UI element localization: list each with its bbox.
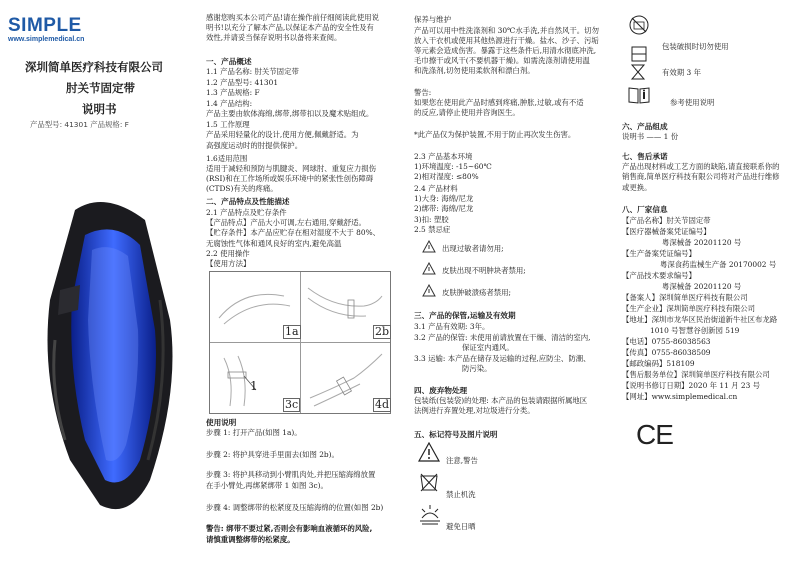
spec-scope-text-1: 适用于减轻和预防与肌腱炎、网球肘、重复应力损伤 [206, 164, 376, 173]
transport-line-1: 3.3 运输: 本产品在储存及运输的过程,应防尘、防潮、 [414, 354, 591, 363]
usage-heading: 使用说明 [206, 418, 237, 427]
info-tech-label: 【产品技术要求编号】 [622, 271, 696, 280]
warning-line-1: 警告: 绑带不要过紧,否则会有影响血液循环的风险, [206, 524, 373, 533]
ce-mark: CE [636, 419, 673, 450]
info-production-label: 【生产备案凭证编号】 [622, 249, 696, 258]
disposal-line-1: 包装纸(包装袋)的处理: 本产品的包装请跟据所属地区 [414, 396, 588, 405]
warning-heading: 警告: [414, 88, 432, 97]
no-machine-wash-icon [418, 470, 440, 492]
symbol-expiry-label: 有效期 3 年 [662, 68, 701, 77]
warning-triangle-icon [422, 240, 436, 253]
environment-heading: 2.3 产品基本环境 [414, 152, 473, 161]
info-producer: 【生产企业】深圳简单医疗科技有限公司 [622, 304, 756, 313]
spec-structure: 1.4 产品结构: [206, 99, 253, 108]
brand-url: www.simplemedical.cn [8, 36, 85, 43]
step-3-line-2: 在手小臂处,再绑紧绑带 1 如图 3c)。 [206, 481, 328, 490]
model-line: 产品型号: 41301 产品规格: F [30, 120, 129, 129]
package-icon [630, 45, 648, 63]
spec-model: 1.2 产品型号: 41301 [206, 78, 279, 87]
environment-humidity: 2)相对湿度: ≤80% [414, 172, 479, 181]
spec-size: 1.3 产品规格: F [206, 88, 260, 97]
info-fax: 【传真】0755-86038509 [622, 348, 711, 357]
care-line-4: 毛巾擦干或风干(不要机器干燥)。如需洗涤剂请使用温 [414, 56, 590, 65]
cover-column [0, 0, 200, 571]
info-phone: 【电话】0755-86038563 [622, 337, 711, 346]
section-symbols: 五、标记符号及图片说明 [414, 430, 498, 439]
instructions-book-icon [628, 86, 650, 104]
step-4: 步骤 4: 调整绑带的松紧度及压缩海绵的位置(如图 2b) [206, 503, 384, 512]
care-line-3: 等元素会造成伤害。暴露于这些条件后,用清水彻底冲洗, [414, 46, 597, 55]
intro-line-2: 明书!以充分了解本产品,以保证本产品的安全性及有 [206, 23, 374, 32]
spec-principle-text-2: 高强度运动时的肘提供保护。 [206, 141, 303, 150]
protection-note: *此产品仅为保护装置,不用于防止再次发生伤害。 [414, 130, 576, 139]
care-heading: 保养与维护 [414, 15, 451, 24]
spec-principle-text-1: 产品采用轻量化的设计,使用方便,佩戴舒适。为 [206, 130, 359, 139]
contraindication-heading: 2.5 禁忌症 [414, 225, 451, 234]
info-revision-date: 【说明书修订日期】2020 年 11 月 23 号 [622, 381, 761, 390]
warning-triangle-icon [422, 284, 436, 297]
info-registration-label: 【医疗器械备案凭证编号】 [622, 227, 711, 236]
section-disposal: 四、废弃物处理 [414, 386, 468, 395]
aftersales-line-3: 或更换。 [622, 183, 652, 192]
instructions-column-lower [206, 0, 406, 571]
product-title: 肘关节固定带 [66, 81, 135, 95]
environment-temp: 1)环境温度: -15~60℃ [414, 162, 492, 171]
company-title: 深圳简单医疗科技有限公司 [25, 60, 163, 74]
warning-line-2: 请慎重调整绑带的松紧度。 [206, 535, 295, 544]
info-filer: 【备案人】深圳简单医疗科技有限公司 [622, 293, 748, 302]
section-composition: 六、产品组成 [622, 122, 668, 131]
disposal-line-2: 法例进行弃置处理,对垃圾进行分类。 [414, 406, 535, 415]
symbol-instructions-label: 参考使用说明 [670, 98, 715, 107]
transport-line-2: 防污染。 [462, 364, 492, 373]
figure-label-2b: 2b [375, 325, 390, 338]
section-storage: 三、产品的保管,运输及有效期 [414, 311, 516, 320]
section-aftersales: 七、售后承诺 [622, 152, 668, 161]
caution-triangle-icon [418, 442, 440, 462]
care-line-5: 和洗涤剂,切勿使用柔软剂和漂白剂。 [414, 66, 535, 75]
contraindication-2: 皮肤出现不明肿块者禁用; [442, 266, 526, 275]
storage-text-1: 【贮存条件】本产品应贮存在相对湿度不大于 80%、 [206, 228, 380, 237]
symbol-no-wash-label: 禁止机洗 [446, 490, 476, 499]
doc-title: 说明书 [82, 102, 117, 116]
info-registration-value: 粤深械备 20201120 号 [662, 238, 742, 247]
storage-text-2: 无腐蚀性气体和通风良好的室内,避免高温 [206, 239, 342, 248]
usage-method-label: 【使用方法】 [206, 259, 251, 268]
info-service: 【售后服务单位】深圳简单医疗科技有限公司 [622, 370, 770, 379]
info-address-2: 1010 号智慧谷创新园 519 [650, 326, 740, 335]
brand-logo: SIMPLE [8, 15, 82, 36]
info-website: 【网址】www.simplemedical.cn [622, 392, 738, 401]
do-not-use-if-damaged-icon [628, 14, 650, 36]
info-postcode: 【邮政编码】518109 [622, 359, 695, 368]
storage-line-1: 3.2 产品的保管: 未使用前请放置在干燥、清洁的室内, [414, 333, 591, 342]
info-address-1: 【地址】深圳市龙华区民治街道新牛社区布龙路 [622, 315, 778, 324]
spec-structure-text: 产品主要由软体海绵,绑带,绑带扣以及魔术贴组成。 [206, 109, 374, 118]
warning-triangle-icon [422, 262, 436, 275]
feature-heading: 2.1 产品特点及贮存条件 [206, 208, 287, 217]
care-line-2: 放入干衣机或使用其他热源进行干燥。盐水、沙子、污垢 [414, 36, 599, 45]
material-buckle: 3)扣: 塑胶 [414, 215, 449, 224]
composition-text: 说明书 —— 1 份 [622, 132, 679, 141]
care-column [414, 0, 614, 571]
figure-label-1a: 1a [285, 325, 299, 338]
info-production-value: 粤深食药监械生产备 20170002 号 [660, 260, 777, 269]
spec-principle: 1.5 工作原理 [206, 120, 250, 129]
material-body: 1)大身: 海绵/尼龙 [414, 194, 474, 203]
spec-scope-text-2: (RSI)和在工作场所或娱乐环境中的紧张性创伤障碍 [206, 174, 374, 183]
contraindication-1: 出现过敏者请勿用; [442, 244, 504, 253]
step-1: 步骤 1: 打开产品(如图 1a)。 [206, 428, 302, 437]
operation-heading: 2.2 使用操作 [206, 249, 250, 258]
manufacturer-column [622, 0, 808, 571]
strap-callout-number: 1 [250, 379, 258, 393]
aftersales-line-2: 销售商,简单医疗科技有限公司将对产品进行维修 [622, 172, 780, 181]
contraindication-3: 皮肤肿破溃疡者禁用; [442, 288, 512, 297]
section-overview: 一、产品概述 [206, 57, 252, 66]
validity-period: 3.1 产品有效期: 3年。 [414, 322, 490, 331]
step-2: 步骤 2: 将护具穿进手里面去(如图 2b)。 [206, 450, 339, 459]
intro-line-3: 效性,并请妥当保存说明书以备将来查阅。 [206, 33, 342, 42]
warning-text-2: 的反应,请停止使用并咨询医生。 [414, 108, 520, 117]
spec-name: 1.1 产品名称: 肘关节固定带 [206, 67, 299, 76]
keep-away-sunlight-icon [418, 504, 442, 526]
hourglass-icon [630, 64, 646, 80]
symbol-caution-label: 注意,警告 [446, 456, 478, 465]
info-tech-value: 粤深械备 20201120 号 [662, 282, 742, 291]
care-line-1: 产品可以用中性洗涤剂和 30℃水手洗,并自然风干。切勿 [414, 26, 599, 35]
material-heading: 2.4 产品材料 [414, 184, 458, 193]
symbol-sun-label: 避免日晒 [446, 522, 476, 531]
spec-scope: 1.6适用范围 [206, 154, 248, 163]
spec-scope-text-3: (CTDS)有关的疼痛。 [206, 184, 278, 193]
feature-text: 【产品特点】产品大小可调,左右通用,穿戴舒适。 [206, 218, 366, 227]
step-3-line-1: 步骤 3: 将护具移动到小臂肌肉处,并把压缩海绵放置 [206, 470, 376, 479]
elbow-strap-photo [30, 190, 180, 520]
figure-label-4d: 4d [375, 398, 390, 411]
material-strap: 2)绑带: 海绵/尼龙 [414, 204, 474, 213]
section-features: 二、产品特点及性能描述 [206, 197, 290, 206]
warning-text-1: 如果您在使用此产品时感到疼痛,肿胀,过敏,或有不适 [414, 98, 584, 107]
info-product-name: 【产品名称】肘关节固定带 [622, 216, 711, 225]
symbol-damaged-label: 包装破损时切勿使用 [662, 42, 729, 51]
intro-line-1: 感谢您购买本公司产品!请在操作前仔细阅读此使用说 [206, 13, 379, 22]
figure-label-3c: 3c [285, 398, 299, 411]
aftersales-line-1: 产品出现材料或工艺方面的缺陷,请直接联系你的 [622, 162, 780, 171]
storage-line-2: 保证室内通风。 [462, 343, 514, 352]
section-manufacturer: 八、厂家信息 [622, 205, 668, 214]
